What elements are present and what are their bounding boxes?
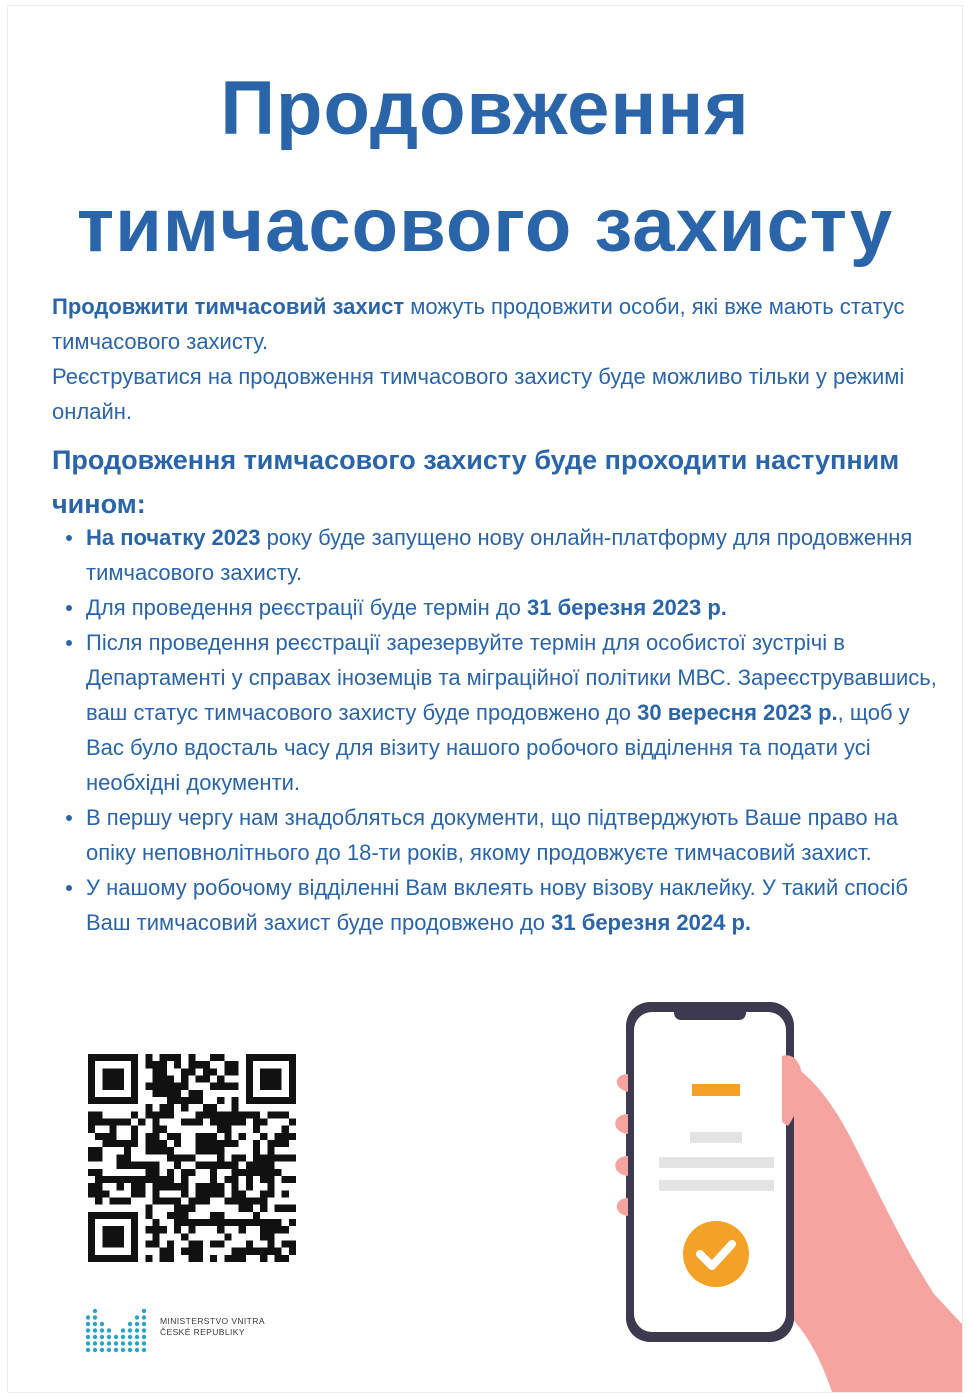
list-item [66, 590, 942, 625]
page-title [8, 50, 962, 284]
bullet-3-bold: 30 вересня 2023 р. [637, 700, 838, 725]
intro-paragraph-1 [52, 289, 932, 359]
finger-1 [617, 1074, 628, 1092]
poster [8, 6, 962, 1392]
screen-line-2 [659, 1157, 774, 1168]
finger-2 [615, 1114, 628, 1134]
ministry-logo [84, 1298, 284, 1358]
bullet-3-text-2: , щоб у Вас було вдосталь часу для візиту нашого робочого відділення та подати усі необхідні документи. [86, 700, 910, 795]
list-item [66, 520, 942, 590]
qr-code[interactable] [88, 1054, 296, 1262]
finger-4 [617, 1198, 628, 1216]
bullet-2-text: Для проведення реєстрації буде термін до [86, 595, 528, 620]
logo-text-line-1: MINISTERSTVO VNITRA [160, 1316, 265, 1326]
hand-phone-illustration [604, 994, 962, 1392]
intro-bold: Продовжити тимчасовий захист [52, 294, 405, 319]
bullet-1-text: року буде запущено нову онлайн-платформу для продовження тимчасового захисту. [86, 525, 913, 585]
section-heading: Продовження тимчасового захисту буде проходити наступним чином: [52, 445, 900, 519]
list-item [66, 625, 942, 800]
ministry-logo-icon [84, 1298, 154, 1354]
bullet-2-bold: 31 березня 2023 р. [527, 595, 727, 620]
logo-text-line-2: ČESKÉ REPUBLIKY [160, 1327, 245, 1337]
list-item [66, 800, 942, 870]
steps-list [66, 520, 942, 940]
screen-line-1 [690, 1132, 742, 1143]
bullet-3-text-1: Після проведення реєстрації зарезервуйте термін для особистої зустрічі в Департаменті у справах іноземців та міграційної політики МВС. Зареєструвавшись, ваш статус тимчасового захисту буде продовжено до [86, 630, 937, 725]
screen-line-3 [659, 1180, 774, 1191]
title-line-2: тимчасового захисту [76, 183, 894, 268]
finger-3 [615, 1156, 628, 1176]
check-circle [683, 1221, 749, 1287]
bullet-1-bold: На початку 2023 [86, 525, 261, 550]
list-item [66, 870, 942, 940]
bullet-4-text: В першу чергу нам знадобляться документи, що підтверджують Ваше право на опіку неповнолітнього до 18-ти років, якому продовжуєте тимчасовий захист. [86, 805, 899, 865]
intro-text [52, 289, 932, 429]
bullet-5-bold: 31 березня 2024 р. [551, 910, 751, 935]
screen-accent-bar [692, 1084, 740, 1096]
intro-paragraph-2: Реєструватися на продовження тимчасового захисту буде можливо тільки у режимі онлайн. [52, 364, 905, 424]
bullet-5-text: У нашому робочому відділенні Вам вклеять нову візову наклейку. У такий спосіб Ваш тимчасовий захист буде продовжено до [86, 875, 908, 935]
title-line-1: Продовження [220, 66, 750, 151]
ministry-logo-text [160, 1316, 265, 1338]
intro-text-1: можуть продовжити особи, які вже мають статус тимчасового захисту. [52, 294, 905, 354]
phone-notch [674, 1006, 746, 1020]
